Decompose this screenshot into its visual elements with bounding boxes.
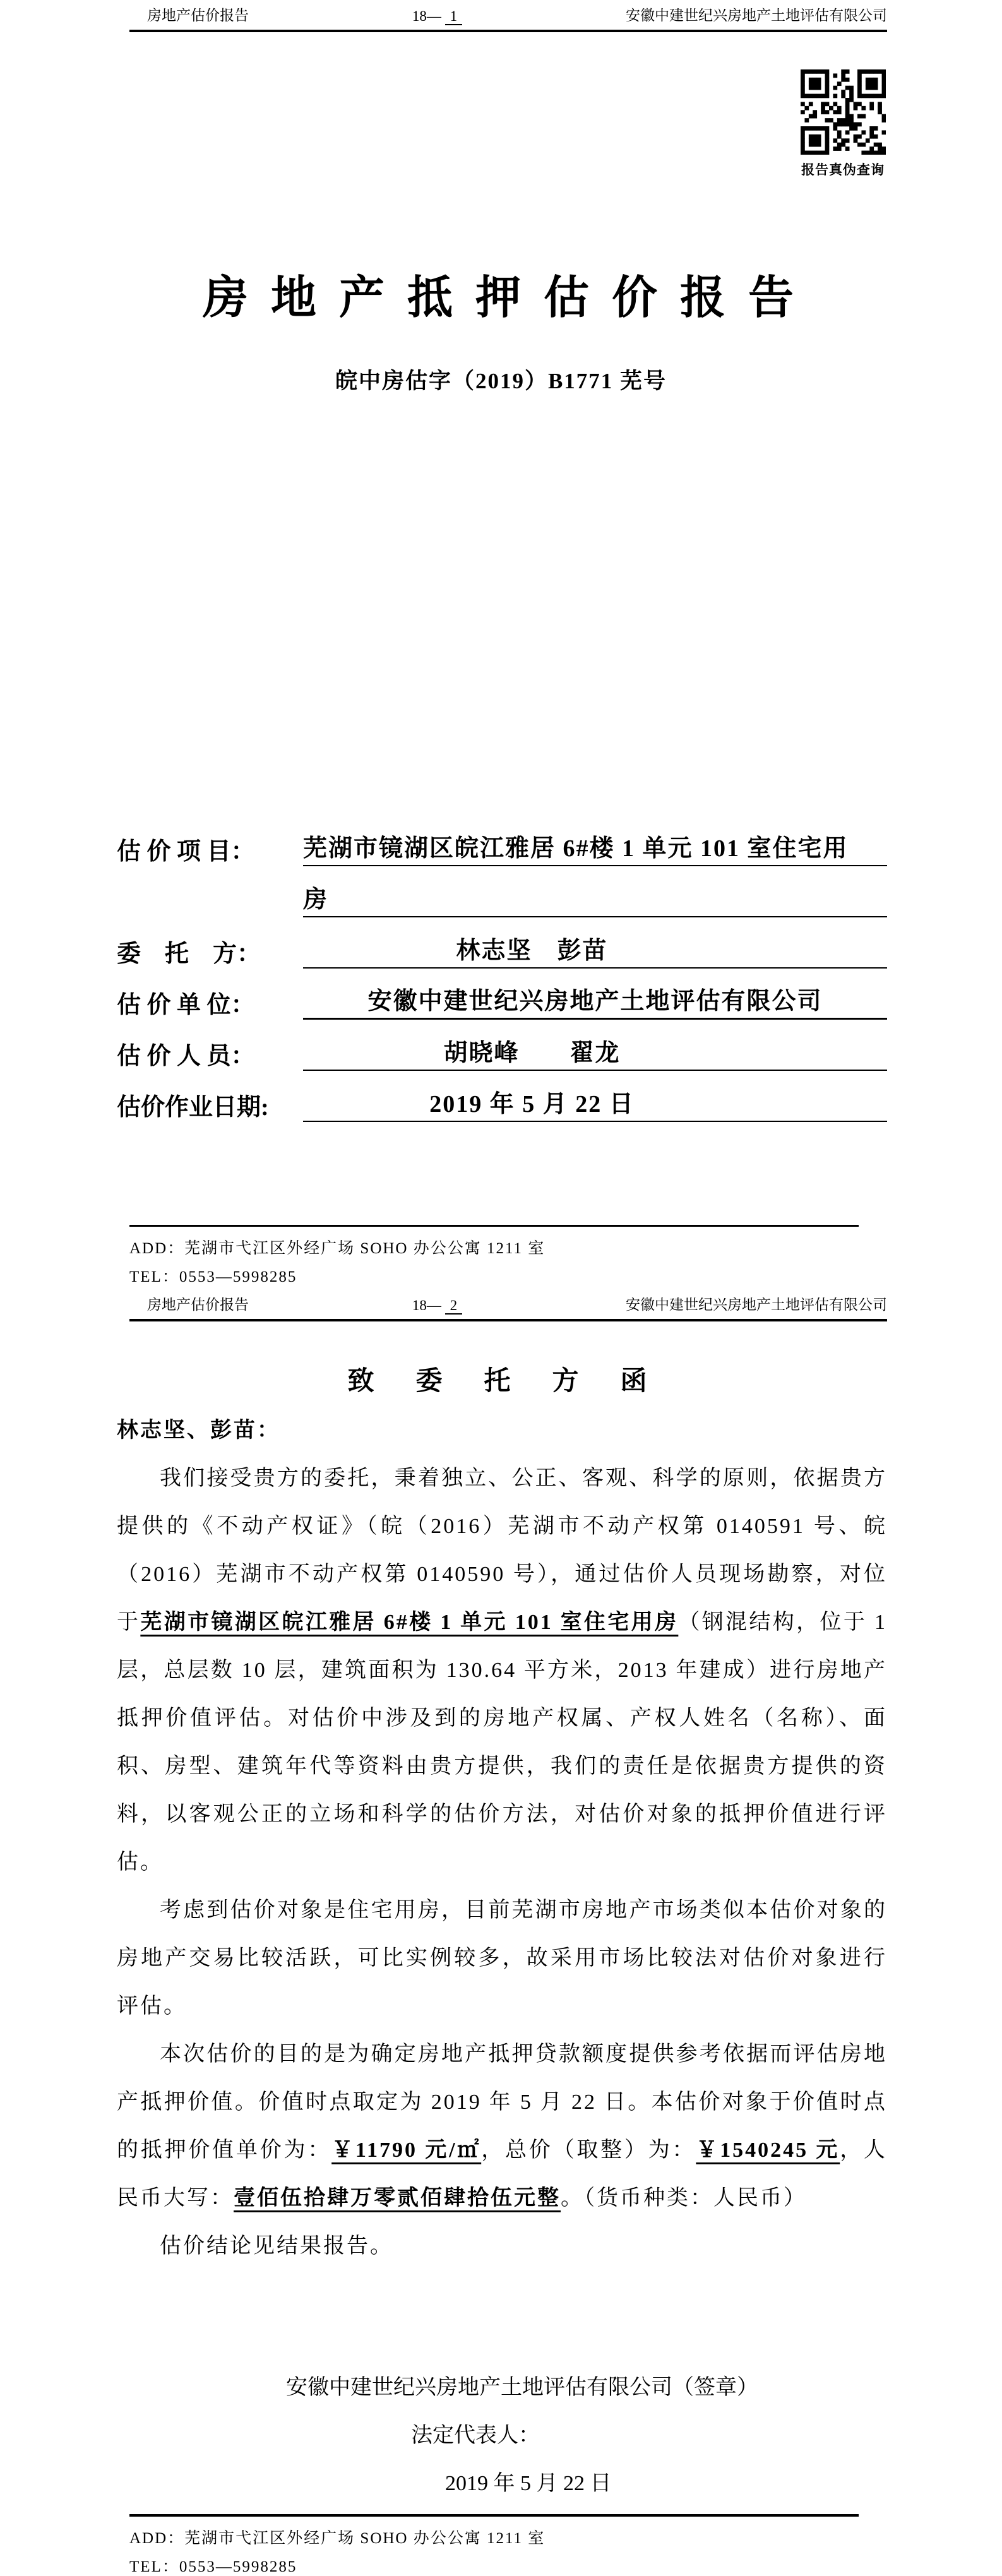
signature-block	[117, 2364, 887, 2508]
total-price-value: ￥1540245 元	[696, 2138, 840, 2162]
header-page-number	[412, 1297, 462, 1314]
field-client	[117, 917, 887, 969]
letter-conclusion: 估价结论见结果报告。	[160, 2234, 393, 2258]
page-number-prefix: 18—	[412, 1297, 445, 1313]
field-appraisal-date-value: 2019 年 5 月 22 日	[303, 1084, 887, 1122]
letter-to-client-page	[0, 1289, 1002, 2576]
report-number: 皖中房估字（2019）B1771 芜号	[335, 369, 667, 393]
field-project-label: 估 价 项 目：	[117, 838, 255, 865]
para3-post: 。（货币种类：人民币）	[561, 2186, 807, 2210]
unit-price-value: ￥11790 元/㎡	[331, 2138, 482, 2162]
qr-caption: 报告真伪查询	[801, 162, 885, 177]
para3-mid1: ，总价（取整）为：	[481, 2138, 696, 2162]
letter-paragraph-1	[117, 1455, 887, 1887]
header-page-number	[412, 8, 462, 25]
page-header	[129, 4, 887, 32]
page-number-value: 2	[445, 1297, 463, 1315]
price-in-words-value: 壹佰伍拾肆万零贰佰肆拾伍元整	[234, 2186, 561, 2210]
qr-code	[801, 69, 886, 155]
field-appraisers-value: 胡晓峰 翟龙	[303, 1033, 887, 1071]
field-project-value: 芜湖市镜湖区皖江雅居 6#楼 1 单元 101 室住宅用	[303, 828, 887, 866]
signature-company: 安徽中建世纪兴房地产土地评估有限公司（签章）	[286, 2376, 758, 2399]
para1-subject-property: 芜湖市镜湖区皖江雅居 6#楼 1 单元 101 室住宅用房	[140, 1611, 679, 1634]
field-appraisers-label: 估 价 人 员：	[117, 1043, 255, 1070]
signature-date: 2019 年 5 月 22 日	[445, 2472, 612, 2495]
letter-salutation: 林志坚、彭苗：	[117, 1419, 280, 1442]
header-doc-type: 房地产估价报告	[147, 1297, 249, 1313]
page-header	[129, 1293, 887, 1321]
cover-fields	[117, 831, 887, 1122]
field-appraisal-firm-value: 安徽中建世纪兴房地产土地评估有限公司	[303, 981, 887, 1020]
signature-legal-representative: 法定代表人：	[411, 2424, 540, 2447]
field-client-value: 林志坚 彭苗	[303, 931, 887, 969]
header-company-name: 安徽中建世纪兴房地产土地评估有限公司	[626, 8, 887, 23]
page-footer	[129, 2514, 859, 2576]
para1-post: （钢混结构，位于 1 层，总层数 10 层，建筑面积为 130.64 平方米，2013 年建成）进行房地产抵押价值评估。对估价中涉及到的房地产权属、产权人姓名（名称）、面积、房型、建筑年代等资料由贵方提供，我们的责任是依据贵方提供的资料，以客观公正的立场和科学的估价方法，对估价对象的抵押价值进行评估。	[117, 1611, 888, 1874]
report-title: 房 地 产 抵 押 估 价 报 告	[202, 273, 799, 323]
footer-tel: TEL：0553—5998285	[129, 1268, 297, 1285]
field-appraisal-firm	[117, 969, 887, 1020]
letter-paragraph-2: 考虑到估价对象是住宅用房，目前芜湖市房地产市场类似本估价对象的房地产交易比较活跃，可比实例较多，故采用市场比较法对估价对象进行评估。	[117, 1899, 887, 2018]
qr-verification-block	[799, 69, 887, 179]
para3-pre: 本次估价的目的是为确定房地产抵押贷款额度提供参考依据而评估房地产抵押价值。价值时点取定为 2019 年 5 月 22 日。本估价对象于价值时点的抵押价值单价为：	[117, 2042, 887, 2162]
field-client-label: 委 托 方：	[117, 941, 261, 967]
page-number-prefix: 18—	[412, 8, 445, 24]
letter-paragraph-3	[117, 2030, 887, 2222]
footer-address: ADD：芜湖市弋江区外经广场 SOHO 办公公寓 1211 室	[129, 1240, 546, 1257]
footer-address: ADD：芜湖市弋江区外经广场 SOHO 办公公寓 1211 室	[129, 2530, 546, 2547]
field-project	[117, 831, 887, 866]
header-doc-type: 房地产估价报告	[147, 8, 249, 23]
field-appraisal-firm-label: 估 价 单 位：	[117, 992, 255, 1018]
page-number-value: 1	[445, 8, 463, 25]
field-appraisal-date	[117, 1071, 887, 1122]
letter-body	[117, 1407, 887, 2270]
letter-title: 致 委 托 方 函	[347, 1367, 655, 1396]
field-project-line2	[117, 866, 887, 917]
para1-pre: 我们接受贵方的委托，秉着独立、公正、客观、科学的原则，依据贵方提供的《不动产权证》（皖（2016）芜湖市不动产权第 0140591 号、皖（2016）芜湖市不动产权第 0140590 号），通过估价人员现场勘察，对位于	[117, 1467, 887, 1634]
header-company-name: 安徽中建世纪兴房地产土地评估有限公司	[626, 1297, 887, 1313]
field-project-value-line2: 房	[303, 880, 887, 917]
para3-mid2: ，人民币大写：	[117, 2138, 888, 2210]
field-appraisers	[117, 1020, 887, 1071]
page-footer	[129, 1225, 859, 1289]
field-appraisal-date-label: 估价作业日期:	[117, 1094, 269, 1121]
footer-tel: TEL：0553—5998285	[129, 2558, 297, 2575]
